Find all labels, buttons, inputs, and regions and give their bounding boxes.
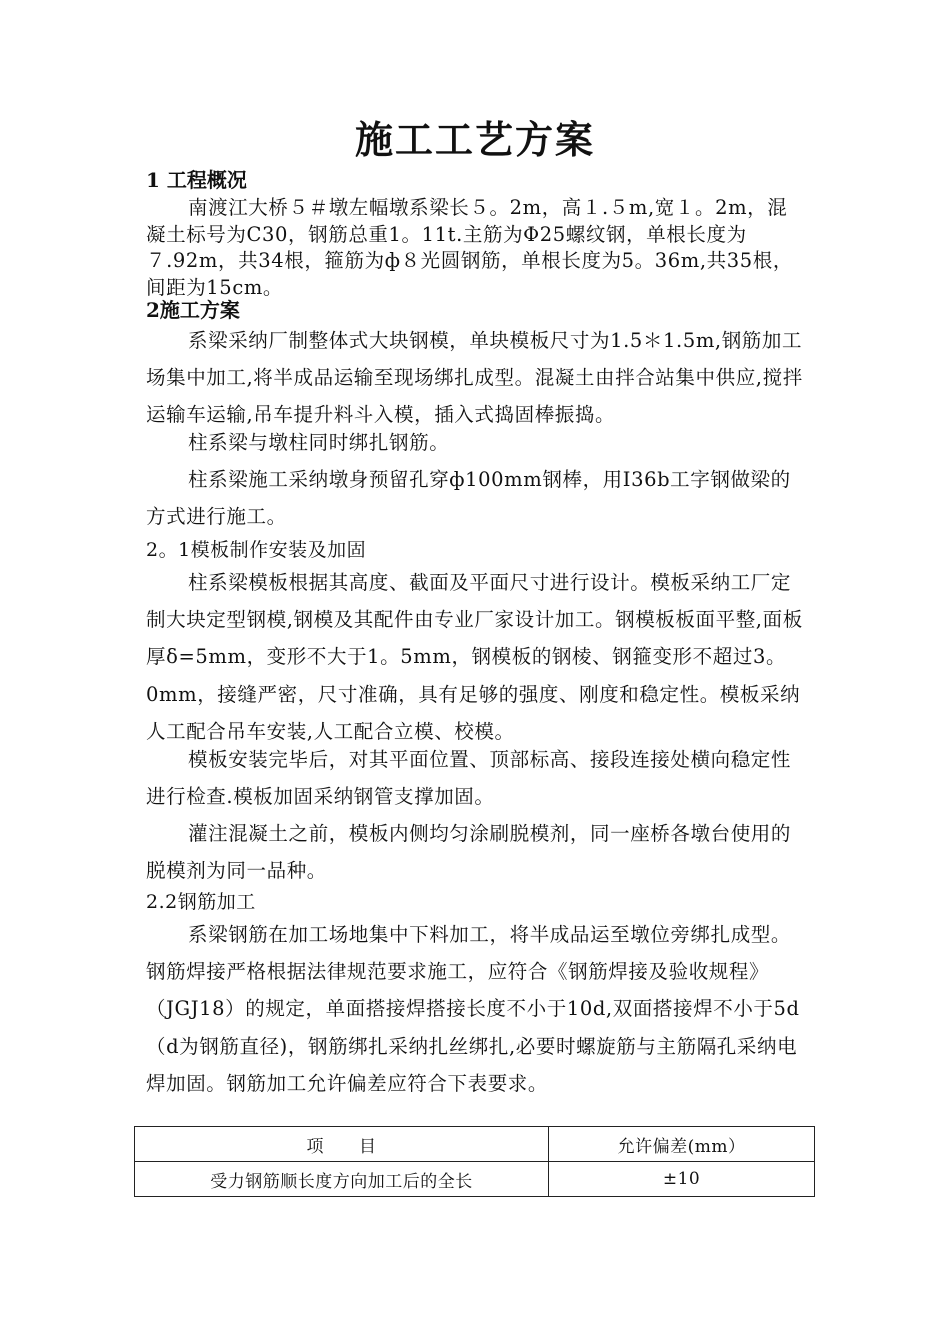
section2-heading: 2施工方案 xyxy=(146,298,240,322)
table-cell-tolerance: ±10 xyxy=(549,1162,815,1197)
section2-1-paragraph-1: 柱系梁模板根据其高度、截面及平面尺寸进行设计。模板采纳工厂定制大块定型钢模,钢模及其配件由专业厂家设计加工。钢模板板面平整,面板厚δ=5mm，变形不大于1。5mm，钢模板的钢棱、钢箍变形不超过3。0mm，接缝严密，尺寸准确，具有足够的强度、刚度和稳定性。模板采纳人工配合吊车安装,人工配合立模、校模。 xyxy=(146,571,803,743)
section1-heading: 1 工程概况 xyxy=(146,168,247,192)
section2-2-heading: 2.2钢筋加工 xyxy=(146,891,256,913)
section2-paragraph-1: 系梁采纳厂制整体式大块钢模，单块模板尺寸为1.5＊1.5m,钢筋加工场集中加工,将半成品运输至现场绑扎成型。混凝土由拌合站集中供应,搅拌运输车运输,吊车提升料斗入模，插入式捣固棒振捣。 xyxy=(146,329,803,427)
section2-1-paragraph-2: 模板安装完毕后，对其平面位置、顶部标高、接段连接处横向稳定性进行检查.模板加固采纳钢管支撑加固。 xyxy=(146,748,792,809)
section2-1-paragraph-3: 灌注混凝土之前，模板内侧均匀涂刷脱模剂，同一座桥各墩台使用的脱模剂为同一品种。 xyxy=(146,822,792,883)
section2-paragraph-3: 柱系梁施工采纳墩身预留孔穿ф100mm钢棒，用I36b工字钢做梁的方式进行施工。 xyxy=(146,468,791,529)
table-header-item: 项 目 xyxy=(135,1127,549,1162)
section2-1-heading: 2。1模板制作安装及加固 xyxy=(146,539,367,561)
table-row xyxy=(135,1162,815,1197)
section1-paragraph: 南渡江大桥５＃墩左幅墩系梁长５。2m，高１.５m,宽１。2m，混凝土标号为C30，钢筋总重1。11t.主筋为Φ25螺纹钢，单根长度为７.92m，共34根，箍筋为ф８光圆钢筋，单根长度为5。36m,共35根，间距为15cm。 xyxy=(146,196,793,299)
section2-2-paragraph: 系梁钢筋在加工场地集中下料加工，将半成品运至墩位旁绑扎成型。钢筋焊接严格根据法律规范要求施工，应符合《钢筋焊接及验收规程》（JGJ18）的规定，单面搭接焊搭接长度不小于10d,双面搭接焊不小于5d（d为钢筋直径)，钢筋绑扎采纳扎丝绑扎,必要时螺旋筋与主筋隔孔采纳电焊加固。钢筋加工允许偏差应符合下表要求。 xyxy=(146,923,800,1095)
table-header-row xyxy=(135,1127,815,1162)
tolerance-table xyxy=(134,1126,815,1197)
table-cell-item: 受力钢筋顺长度方向加工后的全长 xyxy=(135,1162,549,1197)
table-header-tolerance: 允许偏差(mm） xyxy=(549,1127,815,1162)
section2-paragraph-2: 柱系梁与墩柱同时绑扎钢筋。 xyxy=(188,431,450,454)
document-title: 施工工艺方案 xyxy=(354,117,595,162)
